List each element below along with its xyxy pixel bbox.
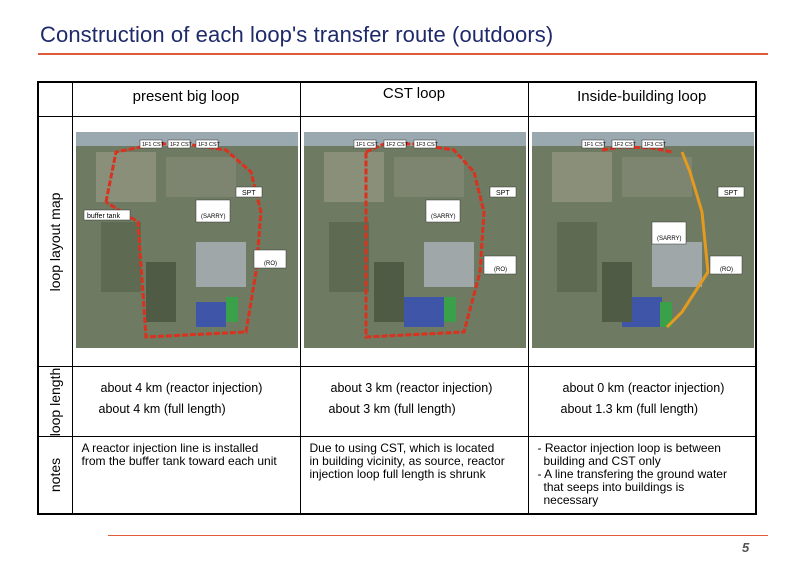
svg-text:SPT: SPT — [495, 190, 510, 197]
footer-divider — [108, 535, 768, 536]
svg-text:(SARRY): (SARRY) — [656, 236, 682, 242]
svg-text:(SARRY): (SARRY) — [200, 214, 226, 220]
svg-text:1F3 CST: 1F3 CST — [643, 142, 666, 148]
notes-cell-cst-loop — [300, 437, 528, 515]
note-line: necessary — [543, 493, 599, 507]
svg-text:1F2 CST: 1F2 CST — [613, 142, 636, 148]
aerial-map-inside-building-loop — [532, 132, 754, 348]
svg-text:1F1 CST: 1F1 CST — [355, 142, 378, 148]
row-label-cell-length — [38, 367, 72, 437]
svg-text:SPT: SPT — [241, 190, 256, 197]
page-title: Construction of each loop's transfer route (outdoors) — [40, 22, 554, 47]
page-number: 5 — [742, 540, 750, 555]
length-full: about 3 km (full length) — [328, 402, 456, 416]
svg-text:SPT: SPT — [723, 190, 738, 197]
column-header-cst-loop: CST loop — [300, 82, 528, 117]
length-cell-big-loop — [72, 367, 300, 437]
map-row — [38, 117, 756, 367]
length-cell-cst-loop — [300, 367, 528, 437]
row-label-length: loop length — [47, 367, 64, 436]
note-line: from the buffer tank toward each unit — [81, 454, 277, 468]
svg-text:1F3 CST: 1F3 CST — [197, 142, 220, 148]
svg-text:1F2 CST: 1F2 CST — [169, 142, 192, 148]
column-header-inside-building-loop: Inside-building loop — [528, 82, 756, 117]
length-row — [38, 367, 756, 437]
map-cell-big-loop — [72, 117, 300, 367]
aerial-map-big-loop — [76, 132, 298, 348]
note-line: - A line transfering the ground water — [537, 467, 727, 481]
svg-text:1F1 CST: 1F1 CST — [583, 142, 606, 148]
svg-text:(SARRY): (SARRY) — [430, 214, 456, 220]
notes-row — [38, 437, 756, 515]
corner-cell — [38, 82, 72, 117]
map-cell-cst-loop — [300, 117, 528, 367]
svg-text:(RO): (RO) — [493, 267, 507, 273]
note-line: injection loop full length is shrunk — [309, 467, 486, 481]
svg-text:(RO): (RO) — [263, 261, 277, 267]
note-line: Due to using CST, which is located — [309, 441, 495, 455]
column-header-big-loop: present big loop — [72, 82, 300, 117]
length-full: about 1.3 km (full length) — [560, 402, 699, 416]
row-label-cell-map — [38, 117, 72, 367]
length-injection: about 3 km (reactor injection) — [330, 381, 493, 395]
svg-text:1F3 CST: 1F3 CST — [415, 142, 438, 148]
note-line: building and CST only — [543, 454, 661, 468]
note-line: in building vicinity, as source, reactor — [309, 454, 505, 468]
loop-comparison-table — [37, 81, 757, 515]
svg-text:1F1 CST: 1F1 CST — [141, 142, 164, 148]
aerial-map-cst-loop — [304, 132, 526, 348]
length-injection: about 4 km (reactor injection) — [100, 381, 263, 395]
length-full: about 4 km (full length) — [98, 402, 226, 416]
map-cell-inside-building-loop — [528, 117, 756, 367]
row-label-notes: notes — [47, 457, 64, 493]
svg-text:1F2 CST: 1F2 CST — [385, 142, 408, 148]
note-line: A reactor injection line is installed — [81, 441, 259, 455]
notes-cell-big-loop — [72, 437, 300, 515]
note-line: - Reactor injection loop is between — [537, 441, 721, 455]
svg-text:buffer tank: buffer tank — [86, 213, 120, 220]
header-row — [38, 82, 756, 117]
length-cell-inside-building-loop — [528, 367, 756, 437]
svg-text:(RO): (RO) — [719, 267, 733, 273]
notes-cell-inside-building-loop — [528, 437, 756, 515]
row-label-cell-notes — [38, 437, 72, 515]
title-divider — [38, 53, 768, 55]
row-label-map: loop layout map — [47, 192, 64, 291]
note-line: that seeps into buildings is — [543, 480, 685, 494]
length-injection: about 0 km (reactor injection) — [562, 381, 725, 395]
